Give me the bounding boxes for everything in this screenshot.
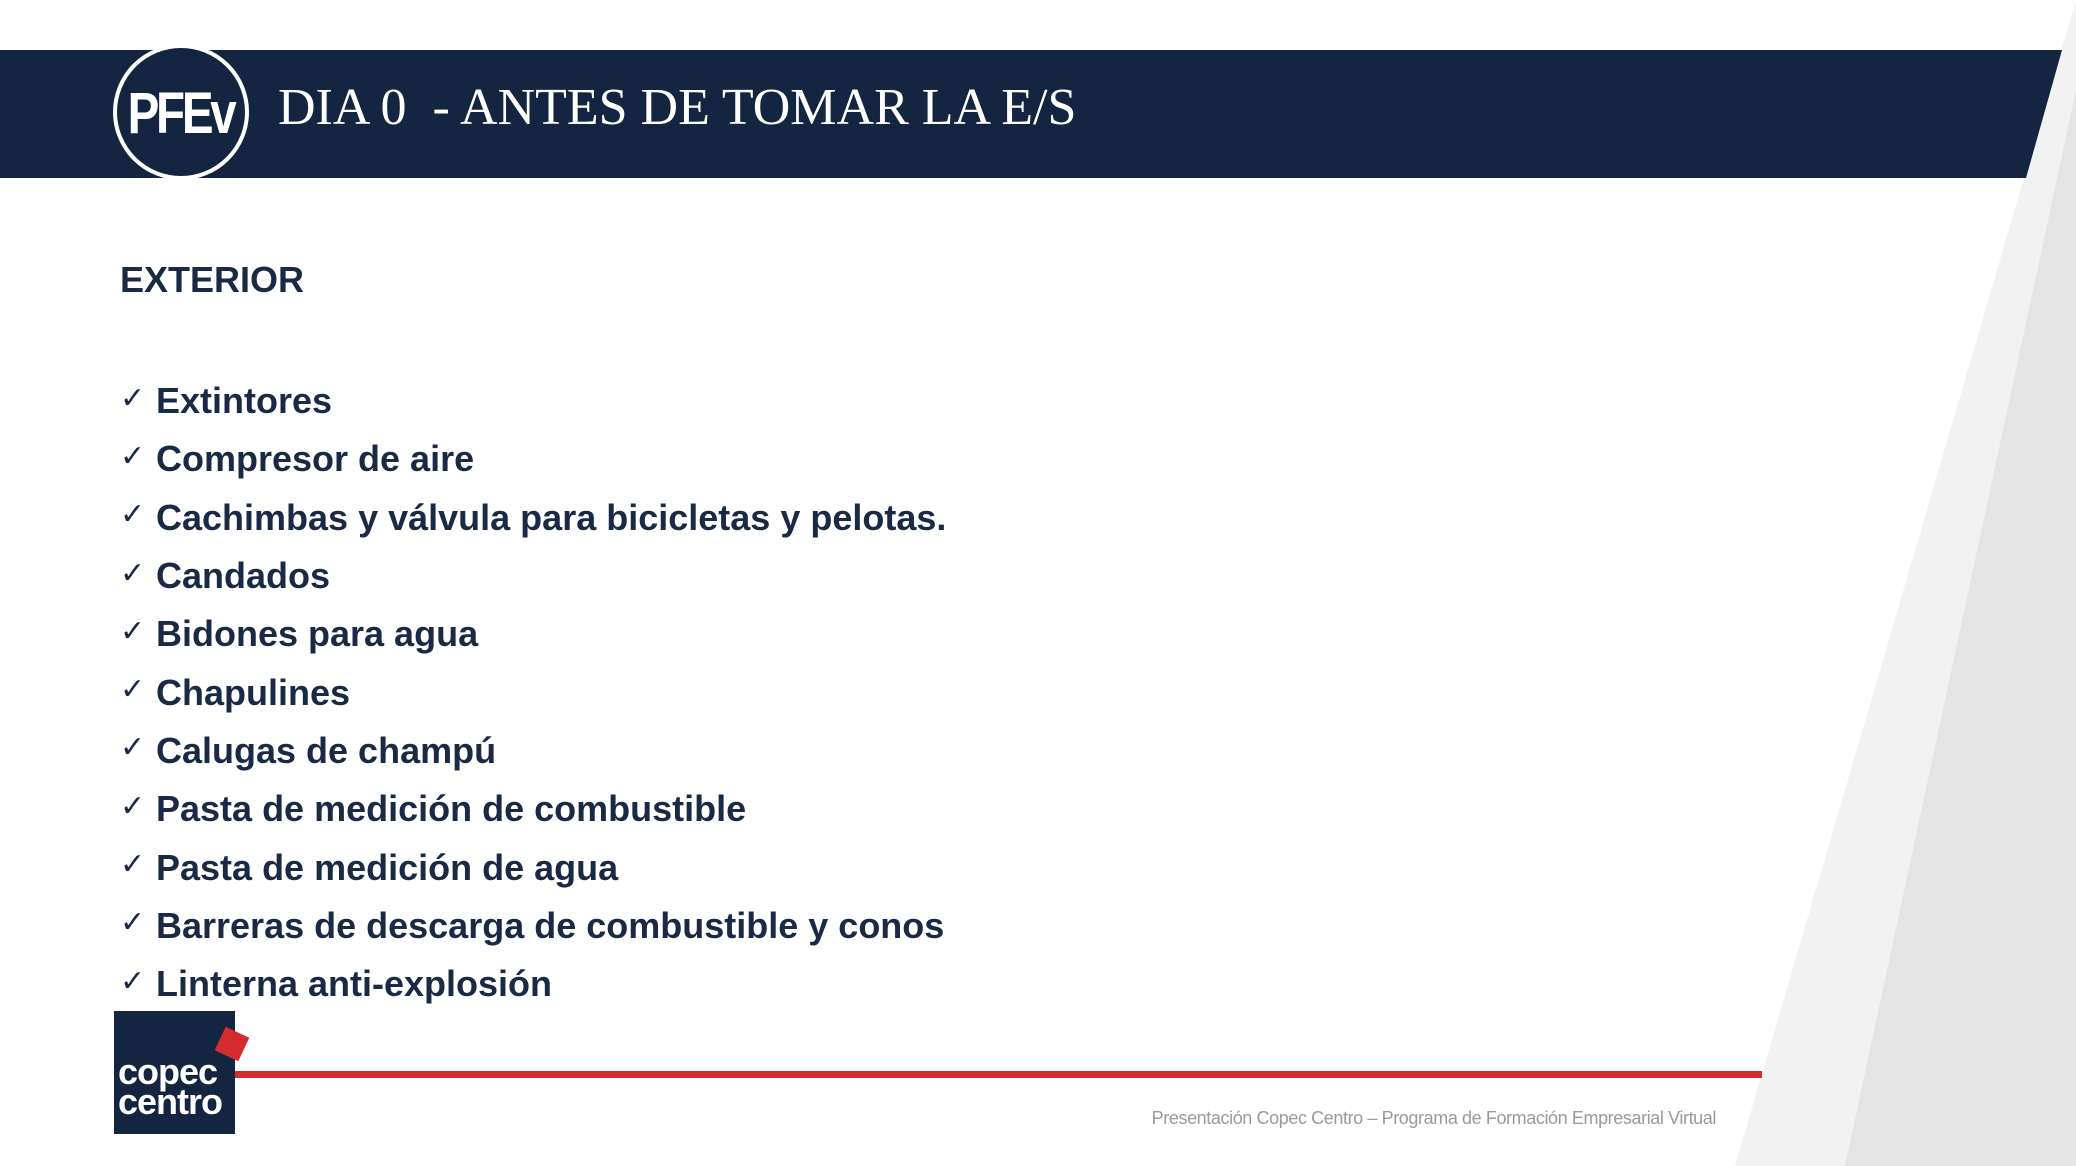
list-item [120,430,946,488]
list-item [120,489,946,547]
pfev-logo [113,44,249,180]
list-item-label: Pasta de medición de combustible [156,788,747,830]
list-item [120,372,946,430]
check-icon: ✓ [120,788,146,824]
check-icon: ✓ [120,730,146,766]
check-icon: ✓ [120,497,146,533]
list-item [120,722,946,780]
list-item [120,838,946,896]
list-item-label: Calugas de champú [156,729,497,771]
footer-caption: Presentación Copec Centro – Programa de Formación Empresarial Virtual [1151,1108,1716,1128]
list-item [120,780,946,838]
list-item-label: Barreras de descarga de combustible y conos [156,904,945,946]
list-item-label: Extintores [156,380,333,422]
list-item [120,663,946,721]
check-icon: ✓ [120,847,146,883]
list-item-label: Candados [156,555,331,597]
check-icon: ✓ [120,555,146,591]
list-item [120,547,946,605]
copec-centro-logo [114,1011,235,1134]
copec-logo-text [118,1051,223,1122]
list-item-label: Pasta de medición de agua [156,846,619,888]
list-item-label: Linterna anti-explosión [156,963,553,1005]
check-icon: ✓ [120,380,146,416]
section-heading: EXTERIOR [120,259,305,300]
slide-title: DIA 0 - ANTES DE TOMAR LA E/S [278,79,1077,136]
check-icon: ✓ [120,438,146,474]
list-item-label: Cachimbas y válvula para bicicletas y pelotas. [156,496,947,538]
checklist [120,372,946,1013]
list-item [120,897,946,955]
copec-logo-line1: copec [118,1051,218,1092]
copec-logo-line2: centro [118,1081,223,1122]
list-item-label: Chapulines [156,671,351,713]
check-icon: ✓ [120,963,146,999]
list-item [120,955,946,1013]
check-icon: ✓ [120,613,146,649]
check-icon: ✓ [120,672,146,708]
footer-red-line [232,1071,1762,1078]
list-item-label: Compresor de aire [156,438,475,480]
check-icon: ✓ [120,905,146,941]
pfev-logo-text: PFEv [128,81,234,146]
list-item [120,605,946,663]
list-item-label: Bidones para agua [156,613,479,655]
